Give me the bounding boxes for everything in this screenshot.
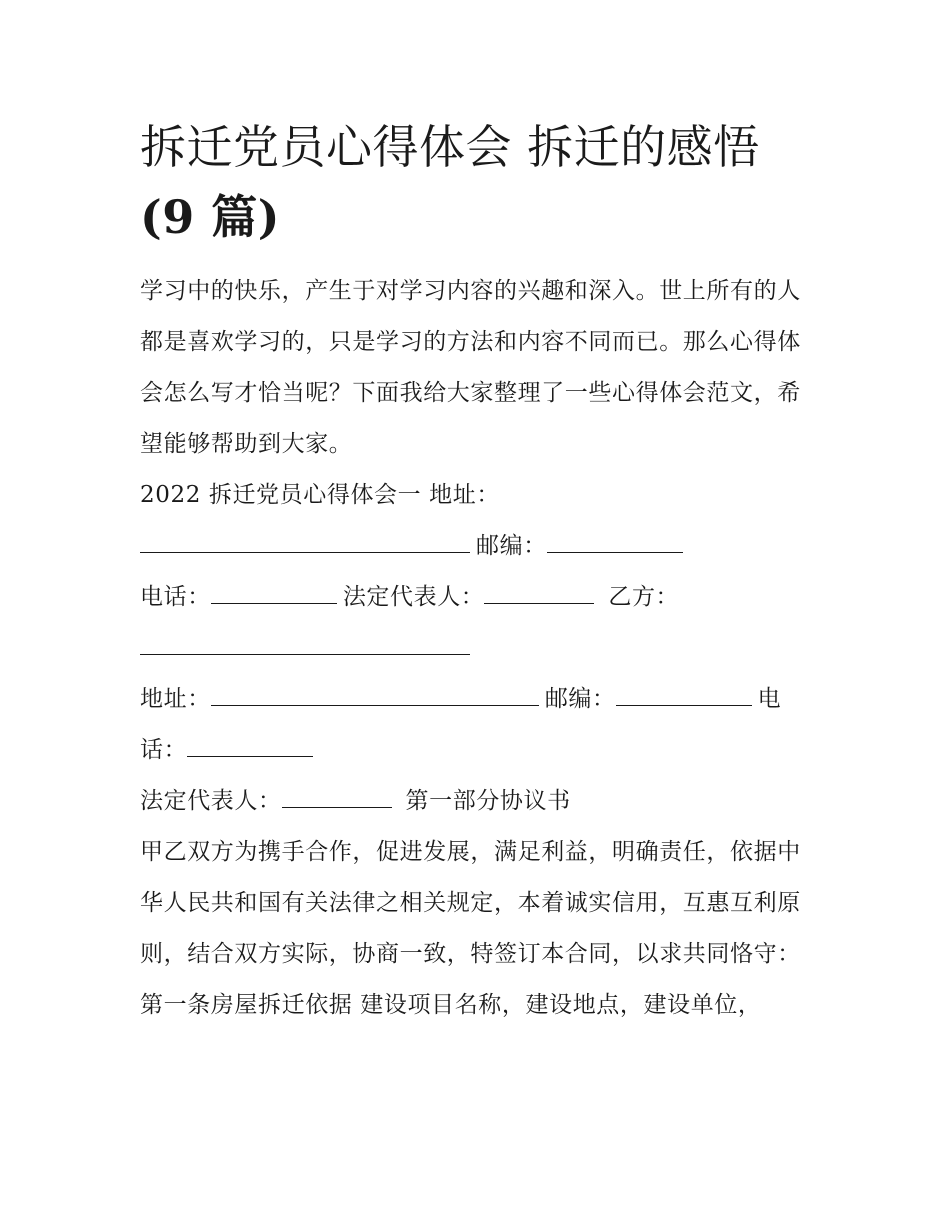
phone-blank xyxy=(211,573,337,604)
postcode-blank xyxy=(547,522,683,553)
postcode-label-2: 邮编： xyxy=(544,686,616,712)
party-b-label: 乙方： xyxy=(608,584,680,610)
address-postcode-line xyxy=(140,521,812,572)
party-b-blank xyxy=(140,624,470,655)
intro-paragraph: 学习中的快乐，产生于对学习内容的兴趣和深入。世上所有的人都是喜欢学习的，只是学习的方法和内容不同而已。那么心得体会怎么写才恰当呢？下面我给大家整理了一些心得体会范文，希望能够帮助到大家。 xyxy=(140,278,801,457)
section-heading: 2022 拆迁党员心得体会一 地址： xyxy=(140,482,500,508)
document-title xyxy=(140,112,812,252)
document-page xyxy=(140,112,812,1031)
address-line-2 xyxy=(140,674,812,725)
postcode-blank-2 xyxy=(616,675,752,706)
phone-blank-2 xyxy=(187,726,313,757)
address-blank xyxy=(140,522,470,553)
phone-label-2b: 话： xyxy=(140,737,188,763)
legal-rep-line-2 xyxy=(140,776,812,827)
phone-line-2 xyxy=(140,725,812,776)
legal-rep-label-2: 法定代表人： xyxy=(140,788,282,814)
agreement-paragraph: 甲乙双方为携手合作，促进发展，满足利益，明确责任，依据中华人民共和国有关法律之相关规定，本着诚实信用，互惠互利原则，结合双方实际，协商一致，特签订本合同，以求共同恪守： xyxy=(140,839,801,967)
legal-rep-blank-2 xyxy=(282,777,392,808)
part-one-heading: 第一部分协议书 xyxy=(405,788,571,814)
legal-rep-label: 法定代表人： xyxy=(342,584,485,610)
article-one: 第一条房屋拆迁依据 建设项目名称，建设地点，建设单位， xyxy=(140,992,762,1018)
title-line-1: 拆迁党员心得体会 拆迁的感悟 xyxy=(140,120,760,174)
phone-label-2a: 电 xyxy=(757,686,782,712)
address-blank-2 xyxy=(211,675,539,706)
postcode-label: 邮编： xyxy=(476,533,547,559)
legal-rep-blank xyxy=(484,573,594,604)
title-line-2: (9 篇) xyxy=(140,190,281,244)
phone-rep-line xyxy=(140,572,812,623)
address-label: 地址： xyxy=(140,686,211,712)
phone-label: 电话： xyxy=(140,584,211,610)
party-b-line xyxy=(140,623,812,674)
